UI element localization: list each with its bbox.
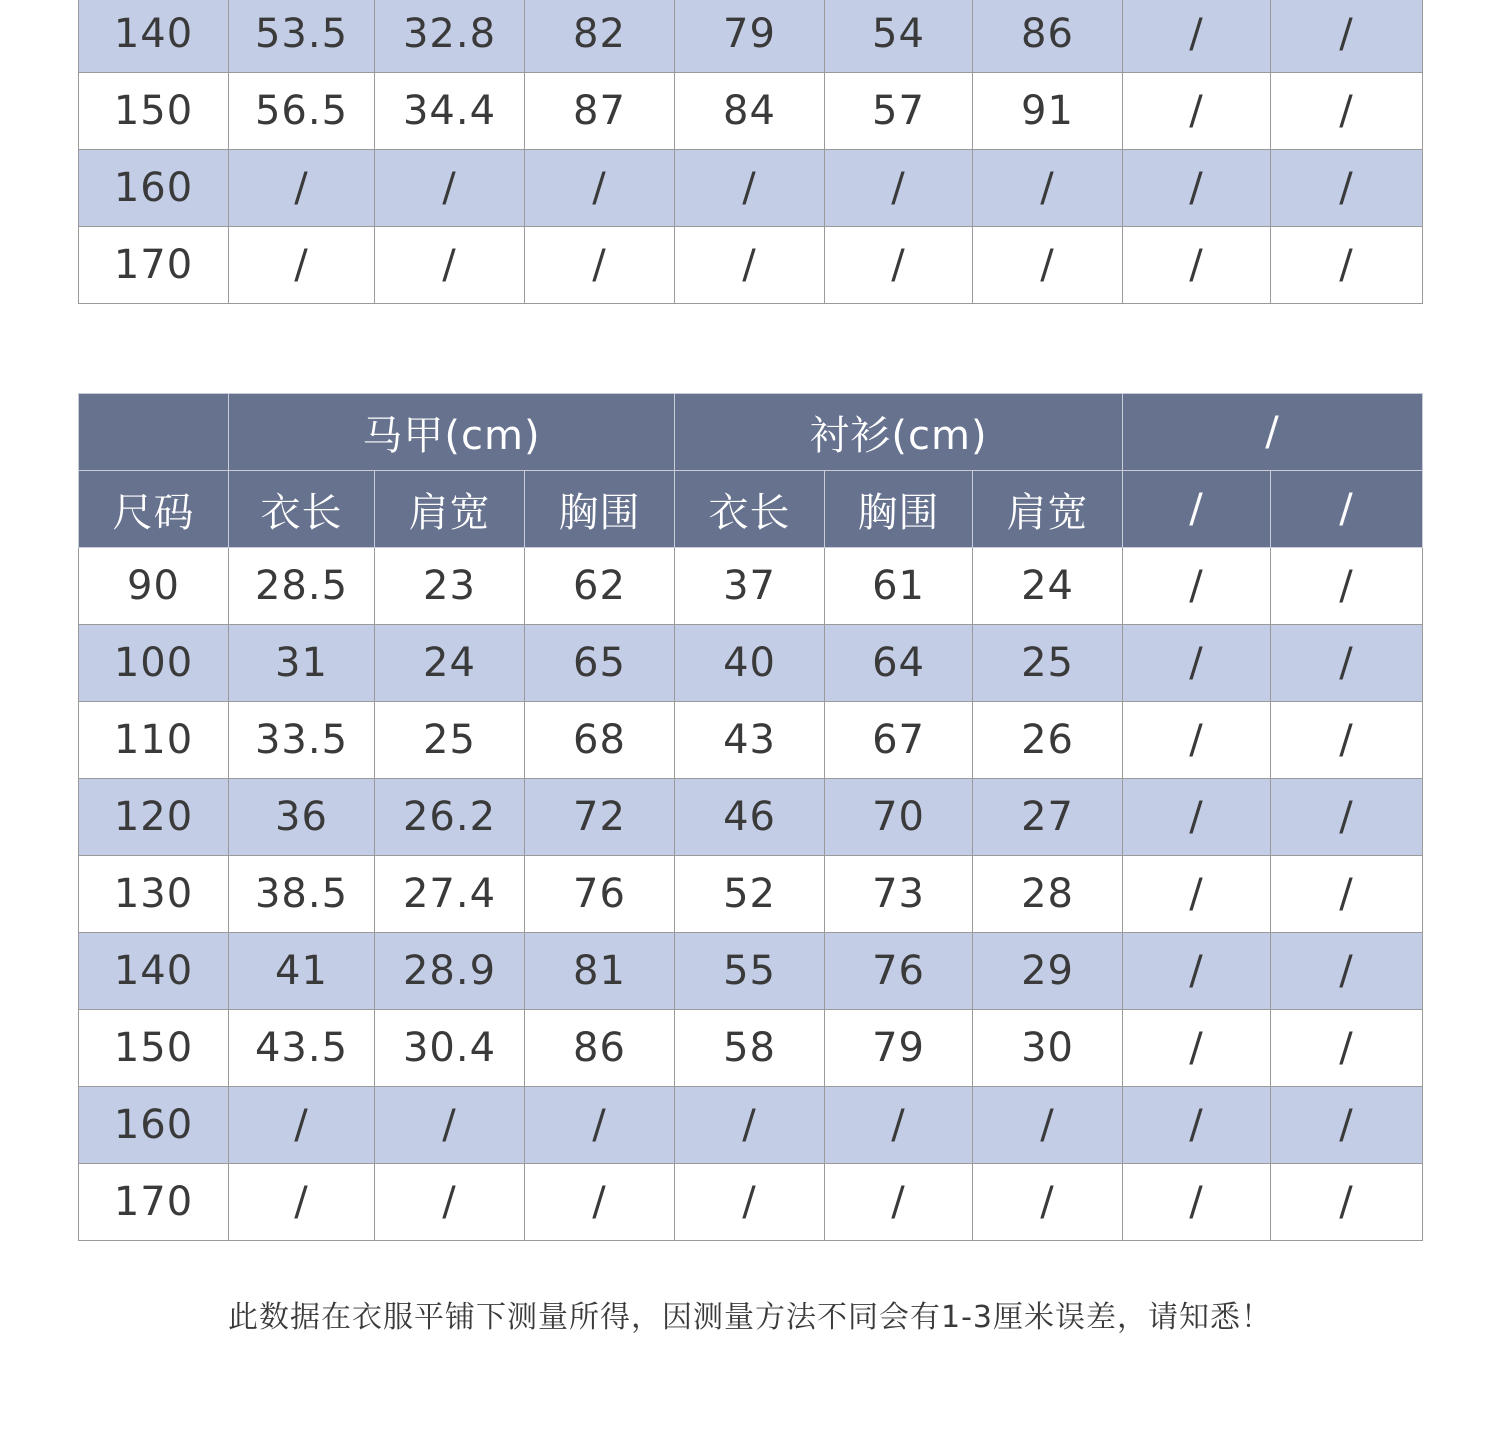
measure-cell: / (825, 227, 973, 304)
measure-cell: / (1123, 150, 1271, 227)
measure-cell: 46 (675, 779, 825, 856)
sub-header-vest-shoulder: 肩宽 (375, 471, 525, 548)
table-row (79, 779, 1423, 856)
measure-cell: 65 (525, 625, 675, 702)
measure-cell: / (1271, 1087, 1423, 1164)
measure-cell: 82 (525, 0, 675, 73)
measure-cell: 33.5 (229, 702, 375, 779)
measure-cell: 76 (825, 933, 973, 1010)
measure-cell: 53.5 (229, 0, 375, 73)
group-header-row (79, 394, 1423, 471)
table-row (79, 702, 1423, 779)
group-header-other: / (1123, 394, 1423, 471)
measure-cell: / (375, 150, 525, 227)
measure-cell: / (1123, 625, 1271, 702)
measure-cell: 26 (973, 702, 1123, 779)
measure-cell: / (675, 1087, 825, 1164)
table-row (79, 856, 1423, 933)
measure-cell: / (973, 1087, 1123, 1164)
measure-cell: 30 (973, 1010, 1123, 1087)
measure-cell: 91 (973, 73, 1123, 150)
measure-cell: 79 (825, 1010, 973, 1087)
sub-header-other-1: / (1123, 471, 1271, 548)
size-cell: 160 (79, 1087, 229, 1164)
table-row (79, 1164, 1423, 1241)
sub-header-other-2: / (1271, 471, 1423, 548)
measure-cell: / (1271, 779, 1423, 856)
size-cell: 140 (79, 933, 229, 1010)
measure-cell: / (1123, 702, 1271, 779)
measure-cell: 70 (825, 779, 973, 856)
measure-cell: / (1123, 548, 1271, 625)
measure-cell: / (525, 227, 675, 304)
measure-cell: 79 (675, 0, 825, 73)
measure-cell: / (525, 1087, 675, 1164)
measure-cell: / (1271, 227, 1423, 304)
measure-cell: / (825, 1164, 973, 1241)
measure-cell: 58 (675, 1010, 825, 1087)
measure-cell: / (375, 1087, 525, 1164)
measure-cell: 38.5 (229, 856, 375, 933)
size-cell: 110 (79, 702, 229, 779)
table-row (79, 625, 1423, 702)
measure-cell: 41 (229, 933, 375, 1010)
measure-cell: 34.4 (375, 73, 525, 150)
measure-cell: 54 (825, 0, 973, 73)
measure-cell: 86 (525, 1010, 675, 1087)
sub-header-vest-length: 衣长 (229, 471, 375, 548)
measure-cell: / (229, 1164, 375, 1241)
sub-header-shirt-chest: 胸围 (825, 471, 973, 548)
measure-cell: 32.8 (375, 0, 525, 73)
table-row (79, 1087, 1423, 1164)
measure-cell: 23 (375, 548, 525, 625)
measure-cell: 52 (675, 856, 825, 933)
measure-cell: / (1271, 150, 1423, 227)
table-row (79, 227, 1423, 304)
sub-header-row (79, 471, 1423, 548)
measure-cell: / (1123, 0, 1271, 73)
group-header-shirt: 衬衫(cm) (675, 394, 1123, 471)
measure-cell: / (1271, 1164, 1423, 1241)
table-row (79, 548, 1423, 625)
measure-cell: / (675, 227, 825, 304)
measure-cell: 72 (525, 779, 675, 856)
measure-cell: 73 (825, 856, 973, 933)
measure-cell: 26.2 (375, 779, 525, 856)
size-table-top-body (79, 0, 1423, 304)
table-row (79, 933, 1423, 1010)
measure-cell: / (1123, 856, 1271, 933)
measure-cell: 56.5 (229, 73, 375, 150)
measure-cell: 43.5 (229, 1010, 375, 1087)
measure-cell: 76 (525, 856, 675, 933)
measure-cell: 81 (525, 933, 675, 1010)
measure-cell: / (1123, 1087, 1271, 1164)
sub-header-shirt-length: 衣长 (675, 471, 825, 548)
group-header-vest: 马甲(cm) (229, 394, 675, 471)
measure-cell: / (525, 150, 675, 227)
table-row (79, 1010, 1423, 1087)
measure-cell: / (1123, 779, 1271, 856)
group-header-blank (79, 394, 229, 471)
size-cell: 100 (79, 625, 229, 702)
size-table-main (78, 393, 1423, 1241)
measure-cell: 24 (375, 625, 525, 702)
measure-cell: / (675, 150, 825, 227)
size-cell: 170 (79, 227, 229, 304)
size-cell: 130 (79, 856, 229, 933)
measure-cell: / (1271, 0, 1423, 73)
measure-cell: 30.4 (375, 1010, 525, 1087)
measure-cell: / (973, 1164, 1123, 1241)
measure-cell: / (825, 1087, 973, 1164)
measure-cell: / (1123, 933, 1271, 1010)
size-cell: 120 (79, 779, 229, 856)
measure-cell: 55 (675, 933, 825, 1010)
measure-cell: / (1123, 227, 1271, 304)
measure-cell: 37 (675, 548, 825, 625)
measure-cell: / (1123, 73, 1271, 150)
measure-cell: 40 (675, 625, 825, 702)
table-row (79, 150, 1423, 227)
measure-cell: 87 (525, 73, 675, 150)
table-row (79, 0, 1423, 73)
measure-cell: 62 (525, 548, 675, 625)
measure-cell: 28 (973, 856, 1123, 933)
measure-cell: / (973, 227, 1123, 304)
measure-cell: / (1271, 1010, 1423, 1087)
measure-cell: 86 (973, 0, 1123, 73)
measure-cell: 68 (525, 702, 675, 779)
measure-cell: / (525, 1164, 675, 1241)
measure-cell: 27 (973, 779, 1123, 856)
measure-cell: / (229, 150, 375, 227)
size-cell: 160 (79, 150, 229, 227)
size-cell: 170 (79, 1164, 229, 1241)
measure-cell: / (1271, 702, 1423, 779)
size-table-main-body (79, 548, 1423, 1241)
measure-cell: 57 (825, 73, 973, 150)
sub-header-vest-chest: 胸围 (525, 471, 675, 548)
measure-cell: / (1271, 548, 1423, 625)
measure-cell: 28.5 (229, 548, 375, 625)
measure-cell: / (973, 150, 1123, 227)
measure-cell: 36 (229, 779, 375, 856)
measure-cell: / (1271, 933, 1423, 1010)
measure-cell: 24 (973, 548, 1123, 625)
measure-cell: 27.4 (375, 856, 525, 933)
size-cell: 140 (79, 0, 229, 73)
measure-cell: 25 (375, 702, 525, 779)
table-row (79, 73, 1423, 150)
measure-cell: 84 (675, 73, 825, 150)
size-cell: 150 (79, 73, 229, 150)
footer-note: 此数据在衣服平铺下测量所得，因测量方法不同会有1-3厘米误差，请知悉！ (228, 1300, 1272, 1335)
measure-cell: / (229, 227, 375, 304)
size-table-top (78, 0, 1423, 304)
measure-cell: 67 (825, 702, 973, 779)
measure-cell: / (1271, 73, 1423, 150)
measure-cell: / (675, 1164, 825, 1241)
measure-cell: / (1123, 1164, 1271, 1241)
measure-cell: / (375, 227, 525, 304)
sub-header-size: 尺码 (79, 471, 229, 548)
measure-cell: / (1271, 856, 1423, 933)
measure-cell: 29 (973, 933, 1123, 1010)
measure-cell: / (1271, 625, 1423, 702)
measure-cell: / (375, 1164, 525, 1241)
measure-cell: 61 (825, 548, 973, 625)
measure-cell: / (229, 1087, 375, 1164)
size-cell: 150 (79, 1010, 229, 1087)
measure-cell: / (825, 150, 973, 227)
measure-cell: 43 (675, 702, 825, 779)
measure-cell: 64 (825, 625, 973, 702)
measure-cell: 25 (973, 625, 1123, 702)
measure-cell: / (1123, 1010, 1271, 1087)
measure-cell: 28.9 (375, 933, 525, 1010)
sub-header-shirt-shoulder: 肩宽 (973, 471, 1123, 548)
measure-cell: 31 (229, 625, 375, 702)
size-cell: 90 (79, 548, 229, 625)
